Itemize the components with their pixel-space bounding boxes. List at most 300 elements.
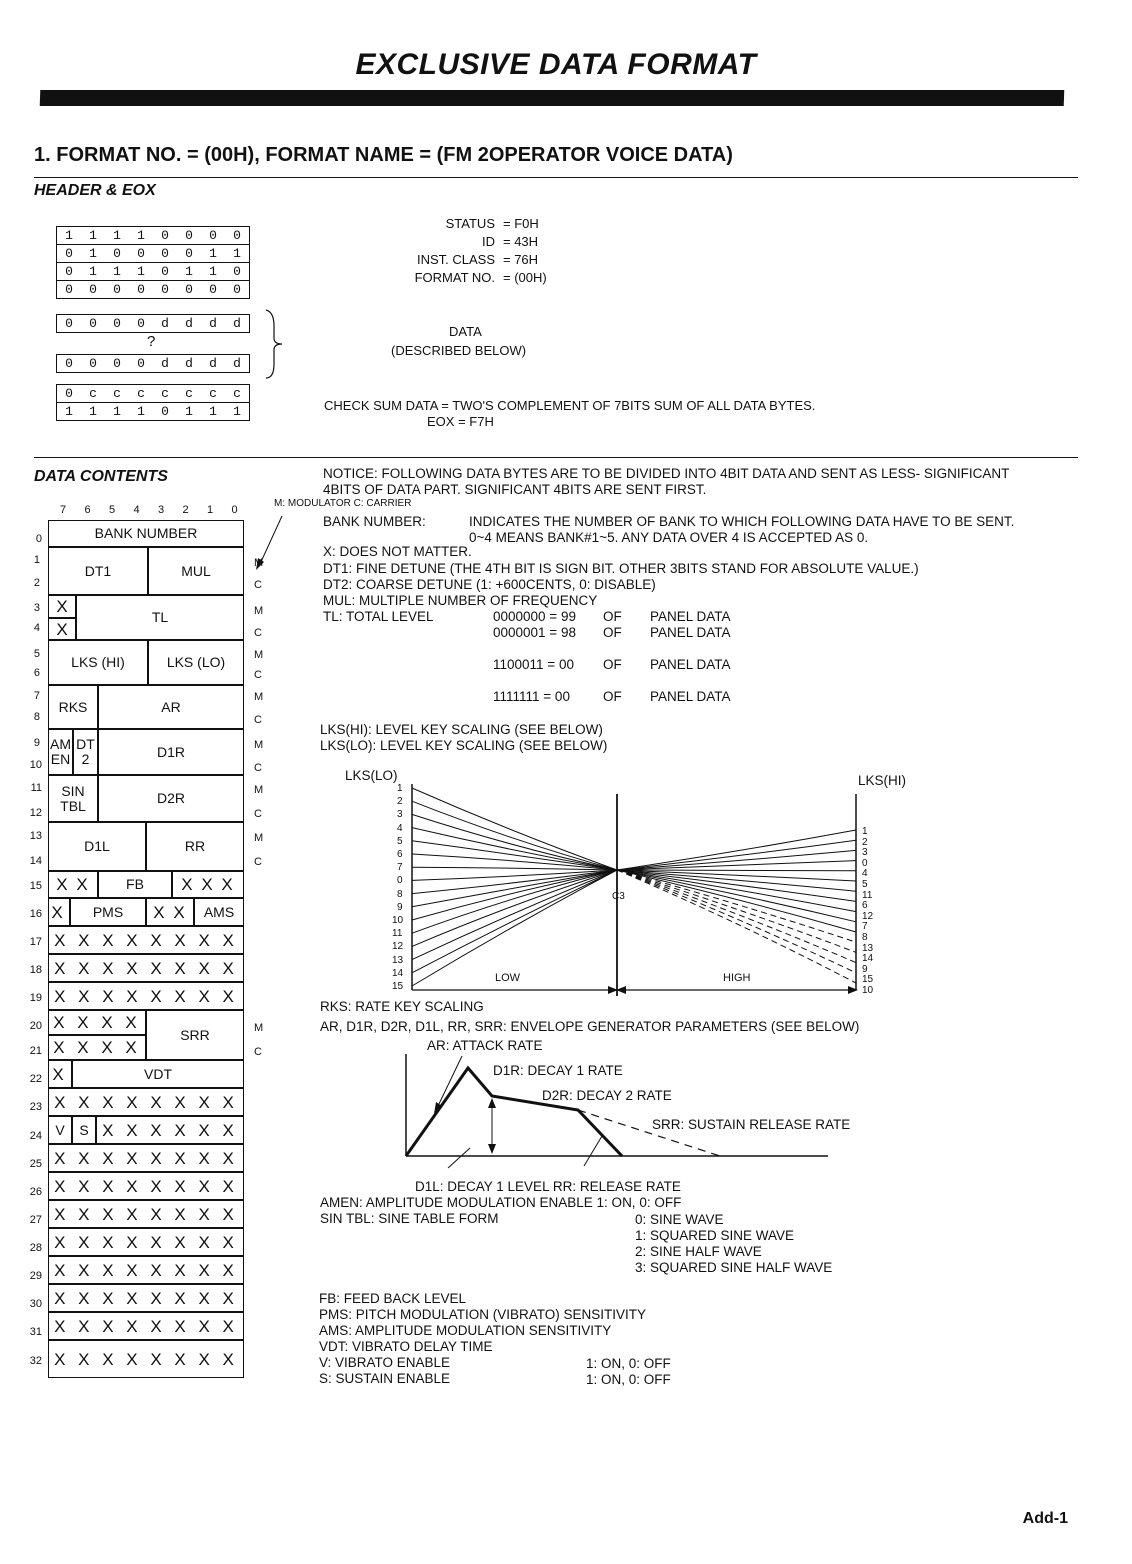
bit-value: 0 xyxy=(137,356,145,371)
lks-lo-curve xyxy=(412,867,617,870)
bit-value: d xyxy=(233,356,241,371)
carrier-label: C xyxy=(254,808,262,820)
bank-number-term: BANK NUMBER: xyxy=(323,514,426,529)
bit-value: 0 xyxy=(161,282,169,297)
d1r-cell: D1R xyxy=(98,729,244,775)
lks-lo-tick: 13 xyxy=(392,954,404,966)
row-number: 1 xyxy=(33,554,40,566)
rr-cell: RR xyxy=(146,822,244,871)
lks-hi-tick: 14 xyxy=(862,953,874,965)
lks-hi-curve xyxy=(617,830,856,870)
carrier-label: C xyxy=(254,669,262,681)
x-cell: X xyxy=(48,595,76,618)
bit-value: c xyxy=(233,386,241,401)
row-number: 18 xyxy=(29,964,42,976)
tl-table-cell: PANEL DATA xyxy=(650,657,731,672)
s-cell: S xyxy=(72,1116,96,1144)
lks-lo-tick: 1 xyxy=(397,783,403,794)
tl-table-cell: 1111111 = 00 xyxy=(493,689,570,704)
bit-value: 0 xyxy=(185,228,193,243)
row-number: 8 xyxy=(33,711,40,723)
sine-3: 3: SQUARED SINE HALF WAVE xyxy=(635,1260,833,1275)
bit-number: 0 xyxy=(231,504,238,516)
header-eox-heading: HEADER & EOX xyxy=(34,182,156,199)
divider xyxy=(34,177,1078,178)
lks-hi-tick: 2 xyxy=(862,836,868,848)
bit-value: 1 xyxy=(137,228,145,243)
bit-value: 1 xyxy=(65,404,73,419)
checksum-label: CHECK SUM DATA = TWO'S COMPLEMENT OF 7BITS SUM OF ALL DATA BYTES. xyxy=(324,398,816,413)
x-row: X X X X X X X X xyxy=(48,926,244,954)
bit-value: d xyxy=(161,316,169,331)
format-no-label: FORMAT NO. xyxy=(414,270,495,285)
eox-label: EOX = F7H xyxy=(427,414,494,429)
row-number: 11 xyxy=(30,782,42,794)
bit-row xyxy=(57,315,249,332)
carrier-label: C xyxy=(254,1046,262,1058)
bit-value: c xyxy=(137,386,145,401)
row-number: 16 xyxy=(29,908,42,920)
bit-value: 0 xyxy=(185,282,193,297)
carrier-label: C xyxy=(254,856,262,868)
lks-hi-tick: 6 xyxy=(862,900,868,912)
carrier-label: C xyxy=(254,627,262,639)
lks-hi-curve xyxy=(617,870,856,952)
lks-lo-tick: 12 xyxy=(392,941,404,953)
lks-lo-curve xyxy=(412,870,617,973)
note-sin-tbl: SIN TBL: SINE TABLE FORM xyxy=(320,1211,499,1226)
row-number: 10 xyxy=(29,759,42,771)
bit-value: 1 xyxy=(185,404,193,419)
lks-hi-curve xyxy=(617,870,856,901)
bit-value: 0 xyxy=(65,356,73,371)
bit-value: 1 xyxy=(185,264,193,279)
data-contents-heading: DATA CONTENTS xyxy=(34,468,168,485)
row-number: 25 xyxy=(29,1158,42,1170)
bit-value: 0 xyxy=(209,282,217,297)
lks-hi-tick: 15 xyxy=(862,974,874,986)
row-number: 12 xyxy=(29,807,42,819)
bit-value: 1 xyxy=(113,404,121,419)
id-value: = 43H xyxy=(503,234,539,249)
tl-table-cell: PANEL DATA xyxy=(650,625,731,640)
row-number: 15 xyxy=(29,880,42,892)
lks-hi-tick: 11 xyxy=(862,889,873,901)
lks-lo-tick: 8 xyxy=(397,888,403,900)
data-bits-first xyxy=(56,314,250,333)
lks-hi-tick: 10 xyxy=(862,985,874,996)
bit-value: 0 xyxy=(161,264,169,279)
row-number: 6 xyxy=(33,667,40,679)
row-number: 28 xyxy=(29,1242,42,1254)
modulator-label: M xyxy=(254,739,264,751)
x-cell: X xyxy=(48,618,76,640)
lks-hi-label: LKS(HI) xyxy=(858,773,907,788)
lks-lo-tick: 0 xyxy=(397,875,403,887)
sine-1: 1: SQUARED SINE WAVE xyxy=(635,1228,795,1243)
inst-class-value: = 76H xyxy=(503,252,539,267)
row-number: 9 xyxy=(33,737,40,749)
note-fb: FB: FEED BACK LEVEL xyxy=(319,1291,467,1306)
lks-lo-curve xyxy=(412,801,617,870)
bit-number: 2 xyxy=(182,504,189,516)
lks-chart xyxy=(340,764,900,1008)
bit-value: 0 xyxy=(137,316,145,331)
mul-cell: MUL xyxy=(148,547,244,595)
row-number: 21 xyxy=(29,1045,42,1057)
x-row: X X X X X X X X xyxy=(48,1256,244,1284)
lks-hi-curve xyxy=(617,870,856,871)
note-vdt: VDT: VIBRATO DELAY TIME xyxy=(319,1339,493,1354)
row-number: 29 xyxy=(29,1270,42,1282)
note-mul: MUL: MULTIPLE NUMBER OF FREQUENCY xyxy=(323,593,598,608)
tl-table-cell: PANEL DATA xyxy=(650,689,731,704)
lks-lo-tick: 3 xyxy=(397,809,403,821)
x-row: X X X X X X X X xyxy=(48,1172,244,1200)
eg-d2r-label: D2R: DECAY 2 RATE xyxy=(542,1088,672,1103)
bit-value: 1 xyxy=(89,246,97,261)
note-tl: TL: TOTAL LEVEL xyxy=(323,609,434,624)
pms-cell: PMS xyxy=(70,898,146,926)
lks-lo-curve xyxy=(412,870,617,946)
bit-number: 1 xyxy=(207,504,214,516)
lks-lo-tick: 5 xyxy=(397,835,403,847)
status-label: STATUS xyxy=(445,216,495,231)
lks-hi-tick: 8 xyxy=(862,932,868,943)
lks-hi-tick: 7 xyxy=(862,921,868,933)
eg-srr-label: SRR: SUSTAIN RELEASE RATE xyxy=(652,1117,851,1132)
data-bits-last xyxy=(56,354,250,373)
lks-hi-tick: 4 xyxy=(862,868,868,880)
bit-value: c xyxy=(209,386,217,401)
tl-table-cell: PANEL DATA xyxy=(650,609,731,624)
note-v-values: 1: ON, 0: OFF xyxy=(586,1356,671,1371)
bit-value: 0 xyxy=(161,228,169,243)
lks-hi-curve xyxy=(617,870,856,891)
bit-number: 3 xyxy=(158,504,165,516)
row-number: 0 xyxy=(35,533,42,545)
bit-value: d xyxy=(209,316,217,331)
x-cell: X X X X X X xyxy=(96,1116,244,1144)
x-cell: X xyxy=(48,898,70,926)
sine-0: 0: SINE WAVE xyxy=(635,1212,724,1227)
bit-value: 0 xyxy=(233,228,241,243)
bit-value: 0 xyxy=(185,246,193,261)
bit-value: 0 xyxy=(113,356,121,371)
bit-value: c xyxy=(113,386,121,401)
inst-class-label: INST. CLASS xyxy=(416,252,495,267)
lks-lo-tick: 11 xyxy=(392,928,403,940)
bit-value: d xyxy=(209,356,217,371)
note-dt2: DT2: COARSE DETUNE (1: +600CENTS, 0: DISABLE) xyxy=(323,577,656,592)
x-row: X X X X X X X X xyxy=(48,1228,244,1256)
note-rks: RKS: RATE KEY SCALING xyxy=(320,999,484,1014)
lks-lo-curve xyxy=(412,828,617,870)
modulator-label: M xyxy=(254,1022,264,1034)
row-number: 19 xyxy=(29,992,42,1004)
bit-value: 1 xyxy=(65,228,73,243)
row-number: 23 xyxy=(29,1101,42,1113)
x-row: X X X X X X X X xyxy=(48,1312,244,1340)
rks-cell: RKS xyxy=(48,685,98,729)
note-pms: PMS: PITCH MODULATION (VIBRATO) SENSITIVITY xyxy=(319,1307,647,1322)
bank-number-desc-2: 0~4 MEANS BANK#1~5. ANY DATA OVER 4 IS ACCEPTED AS 0. xyxy=(469,530,869,545)
row-number: 20 xyxy=(29,1020,42,1032)
bit-value: 0 xyxy=(65,386,73,401)
x-cell: X X X X xyxy=(48,1010,146,1035)
tl-table-cell: OF xyxy=(603,625,622,640)
bit-value: 0 xyxy=(65,316,73,331)
note-eg-params: AR, D1R, D2R, D1L, RR, SRR: ENVELOPE GENERATOR PARAMETERS (SEE BELOW) xyxy=(320,1019,860,1034)
x-row: X X X X X X X X xyxy=(48,1340,244,1378)
bit-value: c xyxy=(185,386,193,401)
bit-value: 1 xyxy=(113,264,121,279)
lks-hi-cell: LKS (HI) xyxy=(48,640,148,685)
bit-value: 1 xyxy=(233,404,241,419)
tl-table-cell: 1100011 = 00 xyxy=(493,657,574,672)
bit-value: 1 xyxy=(137,264,145,279)
dt2-cell: DT 2 xyxy=(73,729,98,775)
row-number: 26 xyxy=(29,1186,42,1198)
format-no-value: = (00H) xyxy=(503,270,547,285)
lks-hi-tick: 3 xyxy=(862,847,868,859)
lks-hi-tick: 13 xyxy=(862,942,874,954)
row-number: 22 xyxy=(29,1073,42,1085)
lks-lo-curve xyxy=(412,870,617,986)
x-row: X X X X X X X X xyxy=(48,1144,244,1172)
section-heading: 1. FORMAT NO. = (00H), FORMAT NAME = (FM 2OPERATOR VOICE DATA) xyxy=(34,144,733,166)
bit-value: 1 xyxy=(137,404,145,419)
x-cell: X xyxy=(48,1060,72,1088)
bit-number: 4 xyxy=(133,504,140,516)
bit-value: 1 xyxy=(233,246,241,261)
lks-hi-tick: 12 xyxy=(862,910,874,922)
row-number: 4 xyxy=(33,622,40,634)
row-number: 17 xyxy=(29,936,42,948)
row-number: 5 xyxy=(33,648,40,660)
modulator-label: M xyxy=(254,649,264,661)
data-label: DATA xyxy=(449,324,482,339)
header-bits-table xyxy=(56,226,250,299)
note-lks-hi: LKS(HI): LEVEL KEY SCALING (SEE BELOW) xyxy=(320,722,603,737)
tl-table-cell: 0000000 = 99 xyxy=(493,609,576,624)
id-label: ID xyxy=(482,234,495,249)
note-amen: AMEN: AMPLITUDE MODULATION ENABLE 1: ON, 0: OFF xyxy=(320,1195,682,1210)
ams-cell: AMS xyxy=(194,898,244,926)
bit-row xyxy=(57,281,249,298)
row-number: 24 xyxy=(29,1130,42,1142)
bit-value: 0 xyxy=(137,282,145,297)
sin-tbl-cell: SIN TBL xyxy=(48,775,98,822)
ar-cell: AR xyxy=(98,685,244,729)
c3-label: C3 xyxy=(612,891,625,902)
bit-value: 0 xyxy=(89,316,97,331)
bit-value: 0 xyxy=(209,228,217,243)
bit-row xyxy=(57,263,249,281)
lks-lo-tick: 2 xyxy=(397,796,403,808)
x-row: X X X X X X X X xyxy=(48,1284,244,1312)
lks-hi-curve xyxy=(617,870,856,963)
modulator-label: M xyxy=(254,832,264,844)
modulator-label: M xyxy=(254,691,264,703)
row-number: 7 xyxy=(33,690,40,702)
modulator-label: M xyxy=(254,605,264,617)
x-row: X X X X X X X X xyxy=(48,1088,244,1116)
bit-number: 7 xyxy=(60,504,67,516)
bit-value: d xyxy=(185,356,193,371)
carrier-label: C xyxy=(254,762,262,774)
x-cell: X X xyxy=(48,871,98,898)
lks-lo-tick: 9 xyxy=(397,901,403,913)
bit-value: 0 xyxy=(113,246,121,261)
mod-carrier-note: M: MODULATOR C: CARRIER xyxy=(274,498,412,509)
note-v: V: VIBRATO ENABLE xyxy=(319,1355,451,1370)
lks-hi-tick: 9 xyxy=(862,963,868,975)
note-ams: AMS: AMPLITUDE MODULATION SENSITIVITY xyxy=(319,1323,612,1338)
lks-lo-curve xyxy=(412,870,617,960)
note-lks-lo: LKS(LO): LEVEL KEY SCALING (SEE BELOW) xyxy=(320,738,608,753)
bit-value: 0 xyxy=(137,246,145,261)
lks-lo-label: LKS(LO) xyxy=(345,768,398,783)
row-number: 27 xyxy=(29,1214,42,1226)
row-number: 13 xyxy=(29,830,42,842)
v-cell: V xyxy=(48,1116,72,1144)
modulator-label: M xyxy=(254,784,264,796)
notice-line-1: NOTICE: FOLLOWING DATA BYTES ARE TO BE DIVIDED INTO 4BIT DATA AND SENT AS LESS- SIGNIFICANT xyxy=(323,466,1010,481)
bit-value: d xyxy=(233,316,241,331)
lks-lo-tick: 15 xyxy=(392,981,404,992)
d2r-cell: D2R xyxy=(98,775,244,822)
lks-hi-curve xyxy=(617,870,856,942)
tl-table-cell: OF xyxy=(603,609,622,624)
notice-line-2: 4BITS OF DATA PART. SIGNIFICANT 4BITS ARE SENT FIRST. xyxy=(323,482,707,497)
lks-lo-curve xyxy=(412,788,617,870)
lks-lo-tick: 10 xyxy=(392,915,404,926)
bit-value: c xyxy=(89,386,97,401)
bit-value: 0 xyxy=(233,282,241,297)
bit-value: 1 xyxy=(113,228,121,243)
page-title: EXCLUSIVE DATA FORMAT xyxy=(355,48,757,81)
described-below-label: (DESCRIBED BELOW) xyxy=(391,343,527,358)
x-row: X X X X X X X X xyxy=(48,954,244,982)
x-cell: X X X xyxy=(172,871,244,898)
row-number: 2 xyxy=(33,577,40,589)
row-number: 30 xyxy=(29,1298,42,1310)
tl-table-cell: OF xyxy=(603,657,622,672)
bit-number: 5 xyxy=(109,504,116,516)
bit-row xyxy=(57,245,249,263)
bit-value: 1 xyxy=(209,264,217,279)
title-bar-divider xyxy=(40,90,1065,106)
note-s-values: 1: ON, 0: OFF xyxy=(586,1372,671,1387)
bit-value: d xyxy=(185,316,193,331)
lks-lo-cell: LKS (LO) xyxy=(148,640,244,685)
lks-hi-curve xyxy=(617,870,856,912)
bit-value: 1 xyxy=(209,246,217,261)
fb-cell: FB xyxy=(98,871,172,898)
bit-value: 1 xyxy=(89,404,97,419)
bit-value: 0 xyxy=(89,356,97,371)
page-number: Add-1 xyxy=(1022,1510,1068,1527)
lks-lo-tick: 4 xyxy=(397,822,403,834)
x-cell: X X X X xyxy=(48,1035,146,1060)
bit-value: 0 xyxy=(65,282,73,297)
lks-lo-tick: 14 xyxy=(392,967,404,979)
ellipsis-mark: ? xyxy=(147,333,156,350)
tl-cell: TL xyxy=(76,595,244,640)
bit-row xyxy=(57,385,249,403)
status-value: = F0H xyxy=(503,216,539,231)
note-s: S: SUSTAIN ENABLE xyxy=(319,1371,451,1386)
x-row: X X X X X X X X xyxy=(48,982,244,1010)
lks-hi-curve xyxy=(617,850,856,870)
note-x: X: DOES NOT MATTER. xyxy=(323,544,472,559)
bit-row xyxy=(57,227,249,245)
bit-value: 0 xyxy=(161,246,169,261)
bit-value: 0 xyxy=(161,404,169,419)
lks-hi-curve xyxy=(617,870,856,983)
bit-value: 0 xyxy=(65,246,73,261)
bank-number-desc: INDICATES THE NUMBER OF BANK TO WHICH FOLLOWING DATA HAVE TO BE SENT. xyxy=(469,514,1015,529)
row-number: 31 xyxy=(29,1326,42,1338)
checksum-bits-table xyxy=(56,384,250,421)
carrier-label: C xyxy=(254,714,262,726)
note-dt1: DT1: FINE DETUNE (THE 4TH BIT IS SIGN BIT. OTHER 3BITS STAND FOR ABSOLUTE VALUE.) xyxy=(323,561,919,576)
x-cell: X X xyxy=(146,898,194,926)
row-number: 14 xyxy=(29,855,42,867)
bit-value: 0 xyxy=(233,264,241,279)
bit-value: 0 xyxy=(113,282,121,297)
x-row: X X X X X X X X xyxy=(48,1200,244,1228)
bit-value: 0 xyxy=(65,264,73,279)
high-label: HIGH xyxy=(723,972,751,984)
lks-lo-curve xyxy=(412,870,617,894)
sine-2: 2: SINE HALF WAVE xyxy=(635,1244,762,1259)
bit-row xyxy=(57,355,249,372)
bit-value: c xyxy=(161,386,169,401)
carrier-label: C xyxy=(254,579,262,591)
lks-hi-curve xyxy=(617,861,856,870)
row-number: 32 xyxy=(29,1355,42,1367)
lks-lo-tick: 6 xyxy=(397,849,403,860)
srr-cell: SRR xyxy=(146,1010,244,1060)
lks-hi-tick: 0 xyxy=(862,857,868,869)
bit-value: 0 xyxy=(89,282,97,297)
bit-value: 0 xyxy=(113,316,121,331)
bit-row xyxy=(57,403,249,420)
bit-number: 6 xyxy=(84,504,91,516)
eg-d1r-label: D1R: DECAY 1 RATE xyxy=(493,1063,623,1078)
d1l-cell: D1L xyxy=(48,822,146,871)
lks-hi-tick: 1 xyxy=(862,826,868,837)
eg-ar-label: AR: ATTACK RATE xyxy=(427,1038,543,1053)
bit-value: 1 xyxy=(89,264,97,279)
bit-value: 1 xyxy=(209,404,217,419)
modulator-label: M xyxy=(254,557,264,569)
tl-table-cell: 0000001 = 98 xyxy=(493,625,576,640)
bank-number-cell: BANK NUMBER xyxy=(48,520,244,547)
vdt-cell: VDT xyxy=(72,1060,244,1088)
bit-value: 1 xyxy=(89,228,97,243)
tl-table-cell: OF xyxy=(603,689,622,704)
low-label: LOW xyxy=(495,972,521,984)
eg-envelope xyxy=(406,1068,622,1156)
amen-cell: AM EN xyxy=(48,729,73,775)
row-number: 3 xyxy=(33,602,40,614)
data-brace xyxy=(262,308,286,380)
divider xyxy=(34,457,1078,458)
dt1-cell: DT1 xyxy=(48,547,148,595)
